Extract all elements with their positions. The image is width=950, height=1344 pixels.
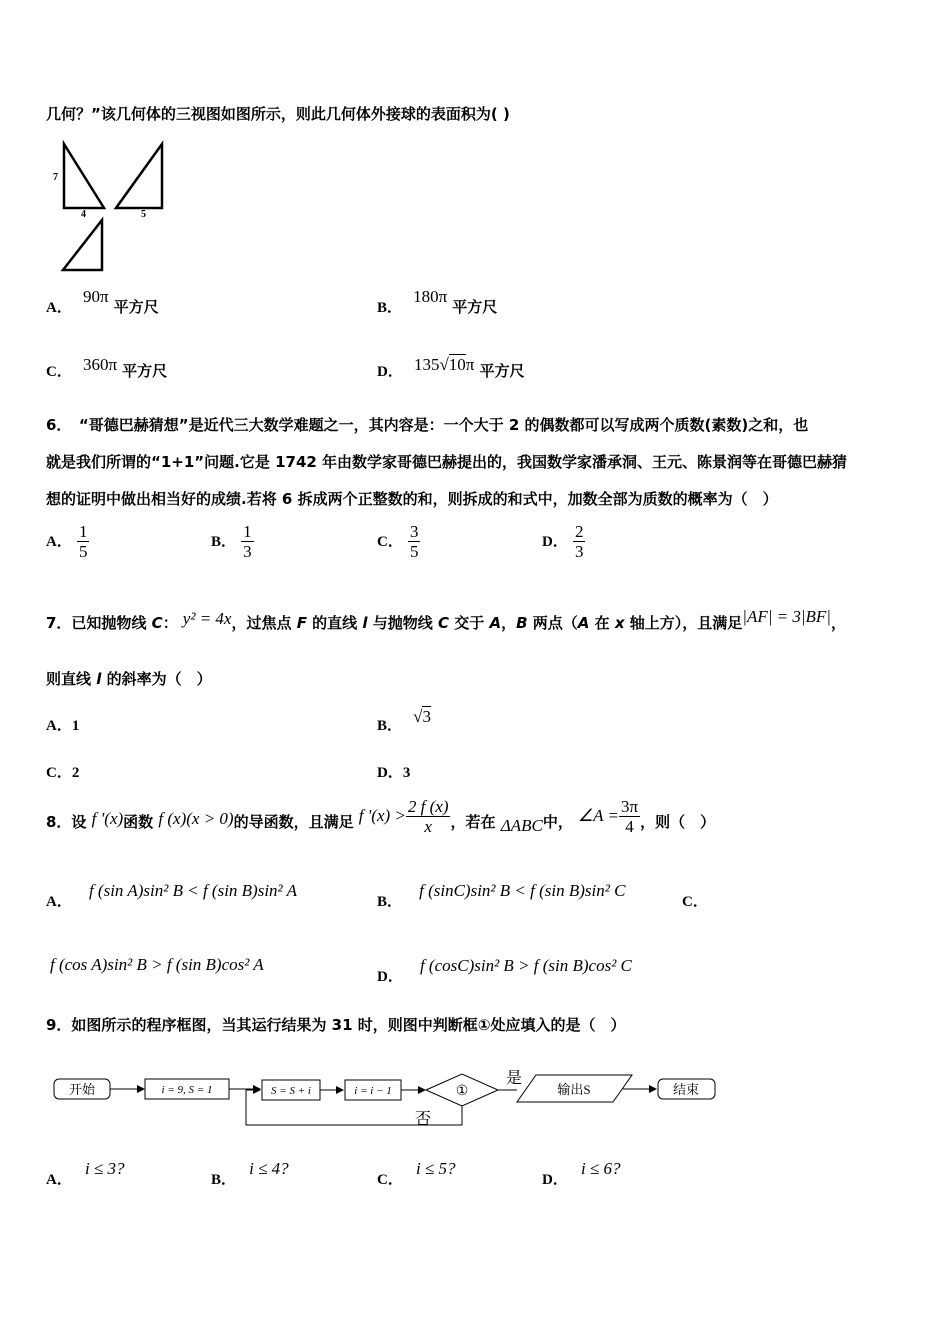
- q7-text: ，过焦点: [231, 614, 297, 632]
- option-value: 3: [402, 765, 411, 781]
- q7-text: 在: [589, 614, 615, 632]
- q7-var-c: C: [151, 614, 163, 632]
- q9-option-d[interactable]: [542, 1158, 621, 1188]
- option-unit: 平方尺: [452, 298, 498, 316]
- option-label: D．: [542, 534, 568, 550]
- option-math: 180π: [413, 287, 448, 306]
- q7-text: 与抛物线: [367, 614, 439, 632]
- option-expr: i ≤ 3?: [84, 1159, 125, 1178]
- parabola-equation: y² = 4x: [182, 609, 232, 628]
- q7-text: 7．已知抛物线: [46, 614, 152, 632]
- q8-text: 的导函数，且满足: [233, 813, 354, 831]
- q6-option-c[interactable]: [377, 522, 420, 561]
- q5-option-a[interactable]: [46, 287, 159, 317]
- option-label: B．: [211, 1172, 237, 1188]
- sqrt-sign: √: [439, 355, 449, 374]
- flow-output-label: 输出S: [557, 1082, 591, 1097]
- q7-text: 的直线: [306, 614, 363, 632]
- q6-stem-line1: 6． “哥德巴赫猜想”是近代三大数学难题之一，其内容是：一个大于 2 的偶数都可以写成两个质数(素数)之和，也: [46, 416, 809, 434]
- q7-var-c: C: [438, 614, 450, 632]
- q8-option-c-expr: [50, 955, 264, 975]
- flow-end-label: 结束: [672, 1082, 700, 1097]
- q7-option-d[interactable]: [377, 761, 410, 782]
- option-math-radicand: 10: [448, 355, 466, 374]
- option-expr: i ≤ 5?: [415, 1159, 456, 1178]
- fraction-denominator: 5: [409, 542, 419, 561]
- fraction-denominator: 3: [243, 542, 252, 561]
- option-unit: 平方尺: [479, 362, 525, 380]
- q7-option-a[interactable]: [46, 714, 79, 735]
- q8-text: ，则（ ）: [640, 813, 716, 831]
- fraction-numerator: 1: [78, 522, 88, 541]
- q8-option-d[interactable]: [377, 955, 632, 985]
- fraction-denominator: 4: [625, 817, 634, 836]
- fig-label-base-right: 5: [141, 209, 146, 220]
- q8-text: 8．设: [46, 813, 92, 831]
- q7-var-b: B: [516, 614, 528, 632]
- q9-option-c[interactable]: [377, 1158, 456, 1188]
- q7-text: 两点（: [527, 614, 578, 632]
- option-math-pi: π: [465, 355, 475, 374]
- flow-start-label: 开始: [68, 1082, 96, 1097]
- option-unit: 平方尺: [113, 298, 159, 316]
- q7-text: 轴上方），且满足: [624, 614, 743, 632]
- option-math: 90π: [82, 287, 109, 306]
- flow-decision-label: ①: [455, 1084, 469, 1099]
- q9-stem: 9．如图所示的程序框图，当其运行结果为 31 时，则图中判断框①处应填入的是（ ）: [46, 1016, 626, 1034]
- option-label: D．: [377, 364, 403, 380]
- option-label: A．: [46, 1172, 72, 1188]
- option-expr: f (cos A)sin² B > f (sin B)cos² A: [50, 955, 264, 974]
- option-expr: f (sin A)sin² B < f (sin B)sin² A: [88, 881, 297, 900]
- q7-option-b[interactable]: [377, 707, 431, 735]
- q5-stem: 几何？”该几何体的三视图如图所示，则此几何体外接球的表面积为( ): [46, 105, 510, 123]
- top-view-triangle: [63, 220, 102, 270]
- option-unit: 平方尺: [122, 362, 168, 380]
- q8-text: 函数: [123, 813, 159, 831]
- option-value: 2: [71, 765, 80, 781]
- option-math: 360π: [82, 355, 118, 374]
- q9-option-b[interactable]: [211, 1158, 289, 1188]
- q9-option-a[interactable]: [46, 1158, 125, 1188]
- option-label: B．: [211, 534, 237, 550]
- q7-var-f: F: [296, 614, 307, 632]
- option-label: B．: [377, 718, 403, 734]
- option-label: A．: [46, 894, 72, 910]
- option-label: C．: [682, 894, 708, 910]
- fraction-numerator: 3π: [620, 797, 639, 816]
- q5-three-view-figure: [50, 138, 180, 278]
- q8-option-b[interactable]: [377, 880, 626, 910]
- q6-option-a[interactable]: [46, 522, 89, 561]
- q9-flowchart: [50, 1062, 730, 1134]
- q7-text: 的斜率为（ ）: [101, 670, 212, 688]
- fraction-denominator: x: [424, 817, 432, 836]
- option-label: C．: [377, 1172, 403, 1188]
- q7-var-l: l: [96, 670, 102, 688]
- option-label: C．: [46, 364, 72, 380]
- q8-option-c-label[interactable]: [682, 890, 708, 911]
- derivative-expr: f '(x): [91, 809, 124, 828]
- front-view-triangle: [64, 144, 104, 208]
- q7-stem-line2: [46, 668, 212, 689]
- fraction-numerator: 2 f (x): [407, 797, 449, 816]
- fraction-denominator: 5: [78, 542, 88, 561]
- q6-option-d[interactable]: [542, 522, 585, 561]
- inequality-left: f '(x) >: [358, 806, 406, 825]
- q8-option-a[interactable]: [46, 880, 297, 910]
- option-value: 1: [71, 718, 80, 734]
- triangle-abc: ΔABC: [500, 816, 543, 835]
- fraction-denominator: 3: [574, 542, 584, 561]
- fig-label-height: 7: [53, 172, 58, 183]
- function-expr: f (x)(x > 0): [158, 809, 234, 828]
- q7-stem-line1: [46, 607, 846, 633]
- q7-text: 交于: [449, 614, 490, 632]
- q8-text: ，若在: [450, 813, 501, 831]
- flow-init-label: i = 9, S = 1: [161, 1084, 213, 1096]
- q7-var-x: x: [614, 614, 625, 632]
- fraction-numerator: 2: [574, 522, 584, 541]
- ratio-condition: |AF| = 3|BF|: [742, 607, 831, 626]
- q7-text: 则直线: [46, 670, 97, 688]
- q7-text: ：: [162, 614, 178, 632]
- flow-dec-label: i = i − 1: [354, 1085, 392, 1097]
- option-expr: i ≤ 4?: [249, 1159, 289, 1178]
- q7-var-l: l: [362, 614, 368, 632]
- flow-yes-label: 是: [506, 1070, 523, 1087]
- option-label: D．: [542, 1172, 568, 1188]
- q8-text: 中，: [542, 813, 573, 831]
- side-view-triangle: [116, 144, 162, 208]
- q7-option-c[interactable]: [46, 761, 79, 782]
- q7-text: ，: [830, 614, 846, 632]
- angle-expr: ∠A =: [577, 806, 619, 825]
- fraction-numerator: 1: [243, 522, 252, 541]
- q7-var-a: A: [577, 614, 590, 632]
- q6-stem-line3: 想的证明中做出相当好的成绩.若将 6 拆成两个正整数的和，则拆成的和式中，加数全部为质数的概率为（ ）: [46, 490, 778, 508]
- fraction-numerator: 3: [409, 522, 419, 541]
- q5-option-d[interactable]: [377, 355, 525, 381]
- fig-label-base-left: 4: [81, 209, 86, 220]
- flow-sum-label: S = S + i: [271, 1085, 311, 1097]
- q6-option-b[interactable]: [211, 522, 254, 561]
- sqrt-sign: √: [413, 707, 423, 726]
- q7-var-a: A: [489, 614, 502, 632]
- option-label: A．: [46, 718, 72, 734]
- option-label: C．: [377, 534, 403, 550]
- option-math-coef: 135: [413, 355, 440, 374]
- option-label: D．: [377, 765, 403, 781]
- option-label: C．: [46, 765, 72, 781]
- option-label: A．: [46, 300, 72, 316]
- option-expr: i ≤ 6?: [580, 1159, 621, 1178]
- option-expr: f (cosC)sin² B > f (sin B)cos² C: [419, 956, 632, 975]
- q8-stem: [46, 798, 715, 846]
- option-radicand: 3: [422, 707, 431, 726]
- q6-stem-line2: 就是我们所谓的“1+1”问题.它是 1742 年由数学家哥德巴赫提出的，我国数学家潘承洞、王元、陈景润等在哥德巴赫猜: [46, 453, 848, 471]
- option-label: D．: [377, 969, 403, 985]
- option-label: A．: [46, 534, 72, 550]
- option-label: B．: [377, 300, 403, 316]
- q5-option-c[interactable]: [46, 355, 168, 381]
- q5-option-b[interactable]: [377, 287, 498, 317]
- option-label: B．: [377, 894, 403, 910]
- flow-no-label: 否: [415, 1111, 432, 1128]
- q7-text: ，: [501, 614, 517, 632]
- option-expr: f (sinC)sin² B < f (sin B)sin² C: [419, 881, 626, 900]
